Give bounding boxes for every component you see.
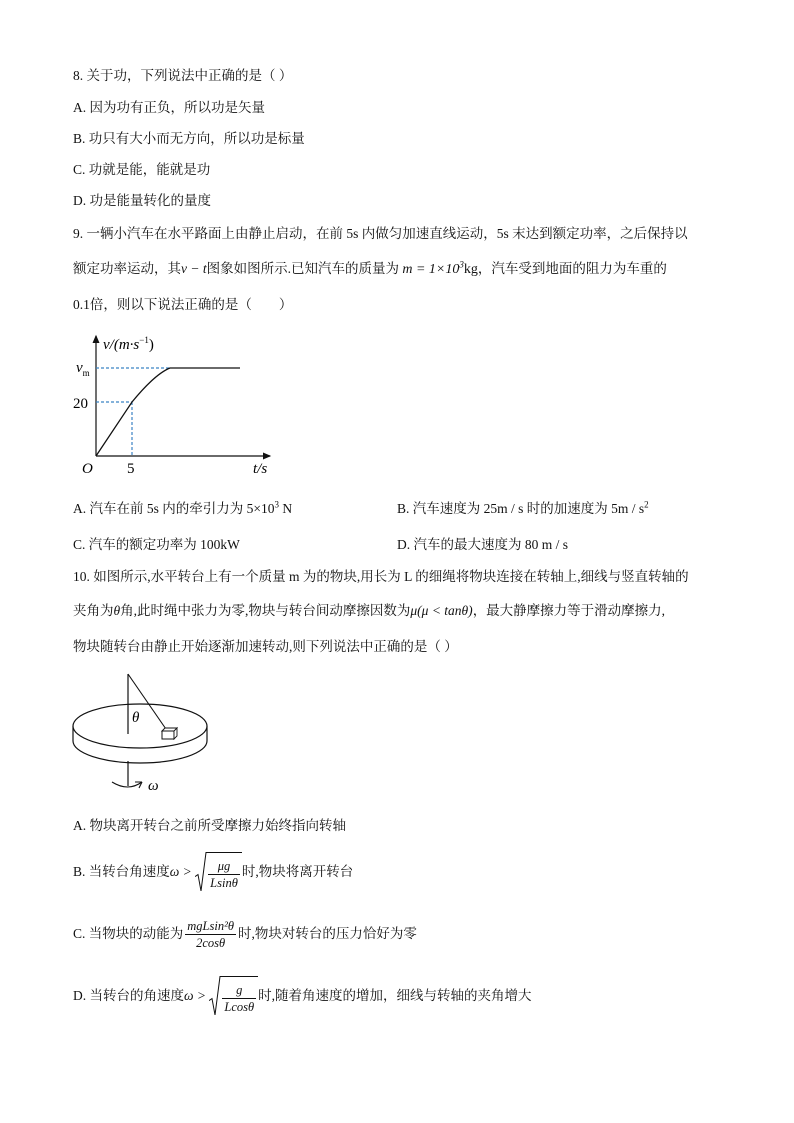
q8-stem: 8. 关于功，下列说法中正确的是（ ）	[73, 68, 293, 83]
q8-option-b: B. 功只有大小而无方向，所以功是标量	[73, 131, 305, 146]
q10-option-a: A. 物块离开转台之前所受摩擦力始终指向转轴	[73, 818, 346, 833]
sqrt-g-over-lcos: $\frac{g}{Lcos\theta}$	[209, 976, 258, 1017]
rotation-arrow	[112, 782, 142, 787]
vm-label: $v_m$	[76, 360, 90, 378]
q8-option-a: A. 因为功有正负，所以功是矢量	[73, 100, 265, 115]
y-axis-label: $v/(m\cdot s^{-1})$	[103, 335, 154, 353]
q10-stem-line1: 10. 如图所示,水平转台上有一个质量 m 为的物块,用长为 L 的细绳将物块连接在转轴上,细线与竖直转轴的	[73, 569, 689, 584]
q10-option-d: D. 当转台的角速度ω > $\frac{g}{Lcos\theta}$ 时,随着角速度的增加，细线与转轴的夹角增大	[73, 976, 532, 1017]
q9-stem-line3: 0.1倍，则以下说法正确的是（ ）	[73, 297, 293, 312]
turntable-top	[73, 704, 207, 748]
q9-vt-symbol: v − t	[181, 261, 207, 276]
q10-option-b: B. 当转台角速度ω > $\frac{\mu g}{Lsin\theta}$ 时,物块将离开转台	[73, 852, 353, 893]
q10-turntable-figure	[70, 666, 210, 808]
velocity-curve	[96, 368, 240, 456]
q10-mu-expr: μ(μ < tanθ)	[410, 603, 473, 618]
q9-option-a: A. 汽车在前 5s 内的牵引力为 $5\times 10^3$ N	[73, 499, 293, 516]
sqrt-mug-over-lsin: $\frac{\mu g}{Lsin\theta}$	[195, 852, 242, 893]
q9-option-d: D. 汽车的最大速度为 80 m / s	[397, 537, 569, 552]
q10-stem-line2: 夹角为θ角,此时绳中张力为零,物块与转台间动摩擦因数为μ(μ < tanθ)，最大静摩擦力等于滑动摩擦力,	[73, 603, 666, 618]
x-tick-5: 5	[127, 461, 135, 477]
theta-label: θ	[132, 710, 140, 726]
y-tick-20: 20	[73, 396, 88, 412]
q9-mass-expr: $m = 1\times 10^3kg$	[402, 259, 478, 277]
q9-vt-graph	[70, 328, 290, 478]
q8-option-c: C. 功就是能，能就是功	[73, 162, 211, 177]
omega-label: ω	[148, 778, 159, 794]
q8-option-d: D. 功是能量转化的量度	[73, 193, 211, 208]
q9-option-b: B. 汽车速度为 25m / s 时的加速度为 $5m / s^2$	[397, 499, 649, 516]
q10-option-c: C. 当物块的动能为 $\frac{\text{mgLsin²θ}}{2\cos\theta}$ 时,物块对转台的压力恰好为零	[73, 919, 417, 951]
q9-option-c: C. 汽车的额定功率为 100kW	[73, 537, 240, 552]
q9-stem-line2: 额定功率运动，其v − t图象如图所示.已知汽车的质量为 $m = 1\times 10^3kg$，汽车受到地面的阻力为车重的	[73, 259, 667, 277]
x-axis-label: t/s	[253, 461, 268, 477]
origin-label: O	[82, 461, 93, 477]
q10-stem-line3: 物块随转台由静止开始逐渐加速转动,则下列说法中正确的是（ ）	[73, 639, 458, 654]
q9-stem-line1: 9. 一辆小汽车在水平路面上由静止启动，在前 5s 内做匀加速直线运动，5s 末达到额定功率，之后保持以	[73, 226, 688, 241]
block	[162, 731, 174, 739]
kinetic-energy-fraction: $\frac{\text{mgLsin²θ}}{2\cos\theta}$	[187, 919, 234, 951]
